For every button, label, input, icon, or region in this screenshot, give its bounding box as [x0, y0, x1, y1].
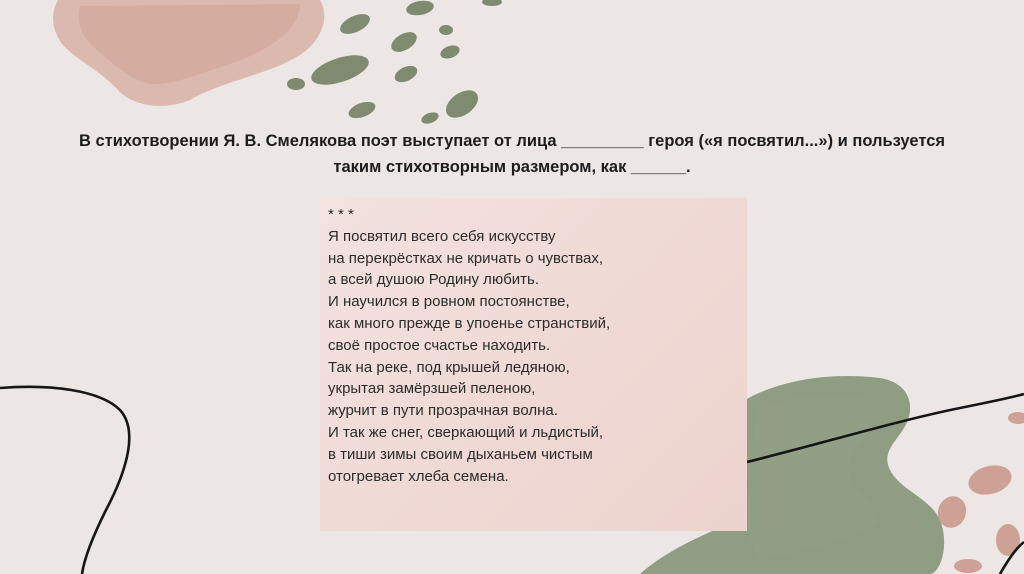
poem-line: И научился в ровном постоянстве,	[328, 293, 570, 311]
question-text: В стихотворении Я. В. Смелякова поэт выступает от лица _________ героя («я посвятил...») и пользуется таким стихотворным размером, как ______.	[78, 132, 946, 176]
pink-leaves-bottom	[933, 412, 1024, 573]
poem-line: на перекрёстках не кричать о чувствах,	[328, 249, 604, 267]
poem-line: укрытая замёрзшей пеленою,	[328, 380, 536, 398]
poem-line: Я посвятил всего себя искусству	[328, 227, 556, 245]
black-curve-left	[0, 387, 129, 574]
poem-line: отогревает хлеба семена.	[328, 467, 509, 485]
poem-card	[320, 198, 747, 531]
poem-line: как много прежде в упоенье странствий,	[328, 314, 611, 332]
poem-line: в тиши зимы своим дыханьем чистым	[328, 445, 593, 463]
poem-line: И так же снег, сверкающий и льдистый,	[328, 423, 604, 441]
poem-line: а всей душою Родину любить.	[328, 271, 540, 289]
poem-line: журчит в пути прозрачная волна.	[328, 402, 558, 420]
poem-line: Так на реке, под крышей ледяною,	[328, 358, 570, 376]
poem-line: своё простое счастье находить.	[328, 336, 551, 354]
poem-line: * * *	[328, 206, 354, 223]
